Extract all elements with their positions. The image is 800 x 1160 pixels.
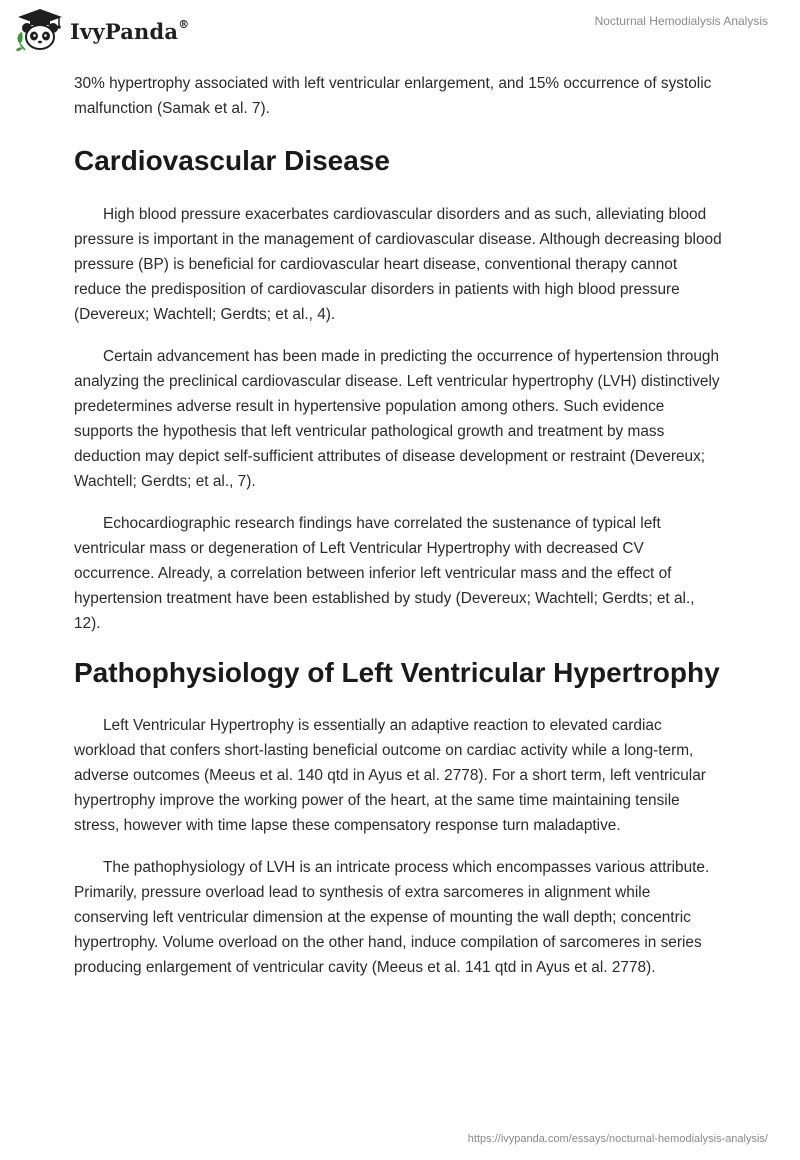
panda-graduate-icon [14, 6, 66, 54]
logo-text: IvyPanda® [70, 17, 190, 44]
paragraph: Echocardiographic research findings have correlated the sustenance of typical left ventricular mass or degeneration of Left Ventricular Hypertrophy with decreased CV occurrence. Already, a correlation between inferior left ventricular mass and the effect of hypertension treatment have been established by study (Devereux; Wachtell; Gerdts; et al., 12). [74, 515, 695, 632]
paragraph: Certain advancement has been made in predicting the occurrence of hypertension through analyzing the preclinical cardiovascular disease. Left ventricular hypertrophy (LVH) distinctively predetermines adverse result in hypertensive population among others. Such evidence supports the hypothesis that left ventricular pathological growth and treatment by mass deduction may depict self-sufficient attributes of disease development or restraint (Devereux; Wachtell; Gerdts; et al., 7). [74, 348, 720, 490]
intro-continuation-paragraph: 30% hypertrophy associated with left ventricular enlargement, and 15% occurrence of systolic malfunction (Samak et al. 7). [74, 75, 712, 117]
ivypanda-logo[interactable] [14, 6, 189, 54]
page-header [0, 0, 800, 60]
paragraph: The pathophysiology of LVH is an intricate process which encompasses various attribute. Primarily, pressure overload lead to synthesis of extra sarcomeres in alignment while conserving left ventricular dimension at the expense of mounting the wall depth; concentric hypertrophy. Volume overload on the other hand, induce compilation of sarcomeres in series producing enlargement of ventricular cavity (Meeus et al. 141 qtd in Ayus et al. 2778). [74, 859, 710, 976]
section-heading-cardiovascular-disease: Cardiovascular Disease [74, 145, 390, 176]
paragraph: Left Ventricular Hypertrophy is essentially an adaptive reaction to elevated cardiac workload that confers short-lasting beneficial outcome on cardiac activity while a long-term, adverse outcomes (Meeus et al. 140 qtd in Ayus et al. 2778). For a short term, left ventricular hypertrophy improve the working power of the heart, at the same time maintaining tensile stress, however with time lapse these compensatory response turn maladaptive. [74, 717, 706, 834]
essay-content [74, 71, 724, 997]
section-heading-pathophysiology: Pathophysiology of Left Ventricular Hypertrophy [74, 657, 720, 688]
paragraph: High blood pressure exacerbates cardiovascular disorders and as such, alleviating blood pressure is important in the management of cardiovascular disease. Although decreasing blood pressure (BP) is beneficial for cardiovascular heart disease, conventional therapy cannot reduce the predisposition of cardiovascular disorders in patients with high blood pressure (Devereux; Wachtell; Gerdts; et al., 4). [74, 206, 722, 323]
document-title: Nocturnal Hemodialysis Analysis [594, 14, 768, 28]
source-url[interactable]: https://ivypanda.com/essays/nocturnal-hemodialysis-analysis/ [467, 1133, 768, 1145]
